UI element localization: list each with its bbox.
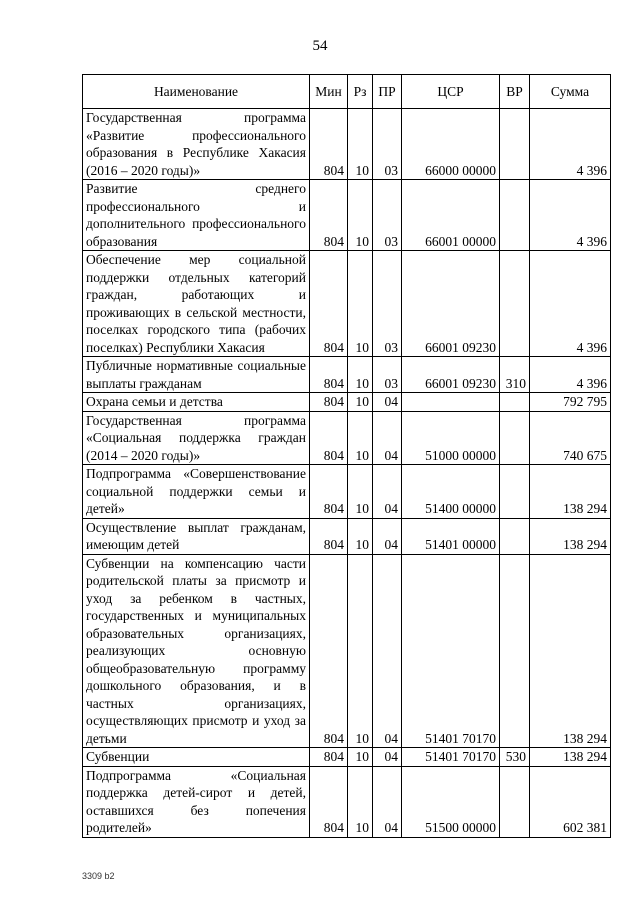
row-min: 804 bbox=[310, 180, 348, 251]
header-min: Мин bbox=[310, 75, 348, 109]
row-pr: 03 bbox=[373, 109, 402, 180]
row-pr: 03 bbox=[373, 251, 402, 357]
row-sum: 138 294 bbox=[530, 465, 611, 519]
budget-table bbox=[82, 74, 611, 838]
row-rz: 10 bbox=[348, 393, 373, 412]
table-header-row bbox=[83, 75, 611, 109]
row-csr: 51401 70170 bbox=[402, 748, 500, 767]
row-name: Охрана семьи и детства bbox=[83, 393, 310, 412]
row-vr bbox=[500, 180, 530, 251]
row-pr: 04 bbox=[373, 766, 402, 837]
row-pr: 04 bbox=[373, 748, 402, 767]
row-name: Обеспечение мер социальной поддержки отдельных категорий граждан, работающих и проживающих в сельской местности, поселках городского типа (рабочих поселках) Республики Хакасия bbox=[83, 251, 310, 357]
row-name: Государственная программа «Социальная поддержка граждан (2014 – 2020 годы)» bbox=[83, 411, 310, 465]
row-name: Субвенции bbox=[83, 748, 310, 767]
table-row bbox=[83, 766, 611, 837]
row-name: Подпрограмма «Социальная поддержка детей-сирот и детей, оставшихся без попечения родителей» bbox=[83, 766, 310, 837]
row-vr bbox=[500, 393, 530, 412]
table-row bbox=[83, 554, 611, 748]
row-vr: 530 bbox=[500, 748, 530, 767]
row-csr: 66001 09230 bbox=[402, 357, 500, 393]
row-sum: 4 396 bbox=[530, 109, 611, 180]
row-vr bbox=[500, 518, 530, 554]
row-sum: 792 795 bbox=[530, 393, 611, 412]
header-csr: ЦСР bbox=[402, 75, 500, 109]
row-min: 804 bbox=[310, 554, 348, 748]
row-vr bbox=[500, 251, 530, 357]
row-vr bbox=[500, 766, 530, 837]
row-pr: 04 bbox=[373, 554, 402, 748]
row-name: Публичные нормативные социальные выплаты гражданам bbox=[83, 357, 310, 393]
row-rz: 10 bbox=[348, 554, 373, 748]
header-name: Наименование bbox=[83, 75, 310, 109]
row-rz: 10 bbox=[348, 180, 373, 251]
row-pr: 04 bbox=[373, 465, 402, 519]
row-csr: 66000 00000 bbox=[402, 109, 500, 180]
row-rz: 10 bbox=[348, 411, 373, 465]
row-min: 804 bbox=[310, 748, 348, 767]
row-sum: 138 294 bbox=[530, 748, 611, 767]
row-vr bbox=[500, 411, 530, 465]
row-vr bbox=[500, 465, 530, 519]
header-pr: ПР bbox=[373, 75, 402, 109]
row-name: Развитие среднего профессионального и дополнительного профессионального образования bbox=[83, 180, 310, 251]
row-min: 804 bbox=[310, 411, 348, 465]
row-sum: 138 294 bbox=[530, 554, 611, 748]
row-pr: 03 bbox=[373, 180, 402, 251]
row-min: 804 bbox=[310, 393, 348, 412]
row-sum: 138 294 bbox=[530, 518, 611, 554]
table-row bbox=[83, 357, 611, 393]
row-name: Подпрограмма «Совершенствование социальной поддержки семьи и детей» bbox=[83, 465, 310, 519]
row-min: 804 bbox=[310, 518, 348, 554]
footer-code: 3309 b2 bbox=[82, 871, 115, 881]
row-csr: 51400 00000 bbox=[402, 465, 500, 519]
row-pr: 04 bbox=[373, 393, 402, 412]
row-rz: 10 bbox=[348, 109, 373, 180]
row-csr: 51401 00000 bbox=[402, 518, 500, 554]
table-row bbox=[83, 465, 611, 519]
row-sum: 4 396 bbox=[530, 251, 611, 357]
row-pr: 03 bbox=[373, 357, 402, 393]
header-rz: Рз bbox=[348, 75, 373, 109]
row-csr: 66001 09230 bbox=[402, 251, 500, 357]
row-sum: 740 675 bbox=[530, 411, 611, 465]
row-vr bbox=[500, 554, 530, 748]
row-min: 804 bbox=[310, 357, 348, 393]
row-rz: 10 bbox=[348, 251, 373, 357]
row-min: 804 bbox=[310, 109, 348, 180]
row-vr bbox=[500, 109, 530, 180]
row-name: Государственная программа «Развитие профессионального образования в Республике Хакасия (2016 – 2020 годы)» bbox=[83, 109, 310, 180]
page-number: 54 bbox=[312, 38, 328, 54]
header-sum: Сумма bbox=[530, 75, 611, 109]
table-row bbox=[83, 393, 611, 412]
row-rz: 10 bbox=[348, 465, 373, 519]
row-sum: 4 396 bbox=[530, 180, 611, 251]
row-sum: 602 381 bbox=[530, 766, 611, 837]
row-name: Субвенции на компенсацию части родительской платы за присмотр и уход за ребенком в частных, государственных и муниципальных образовательных организациях, реализующих основную общеобразовательную программу дошкольного образования, и в частных организациях, осуществляющих присмотр и уход за детьми bbox=[83, 554, 310, 748]
row-csr: 51401 70170 bbox=[402, 554, 500, 748]
table-row bbox=[83, 109, 611, 180]
header-vr: ВР bbox=[500, 75, 530, 109]
row-min: 804 bbox=[310, 766, 348, 837]
row-min: 804 bbox=[310, 465, 348, 519]
row-pr: 04 bbox=[373, 411, 402, 465]
table-row bbox=[83, 748, 611, 767]
table-row bbox=[83, 411, 611, 465]
table-body bbox=[83, 109, 611, 838]
row-vr: 310 bbox=[500, 357, 530, 393]
row-csr: 51500 00000 bbox=[402, 766, 500, 837]
row-sum: 4 396 bbox=[530, 357, 611, 393]
row-pr: 04 bbox=[373, 518, 402, 554]
row-csr: 66001 00000 bbox=[402, 180, 500, 251]
table-row bbox=[83, 251, 611, 357]
table-row bbox=[83, 518, 611, 554]
row-name: Осуществление выплат гражданам, имеющим детей bbox=[83, 518, 310, 554]
table-row bbox=[83, 180, 611, 251]
row-rz: 10 bbox=[348, 748, 373, 767]
row-rz: 10 bbox=[348, 766, 373, 837]
row-csr bbox=[402, 393, 500, 412]
row-rz: 10 bbox=[348, 518, 373, 554]
row-min: 804 bbox=[310, 251, 348, 357]
row-rz: 10 bbox=[348, 357, 373, 393]
row-csr: 51000 00000 bbox=[402, 411, 500, 465]
